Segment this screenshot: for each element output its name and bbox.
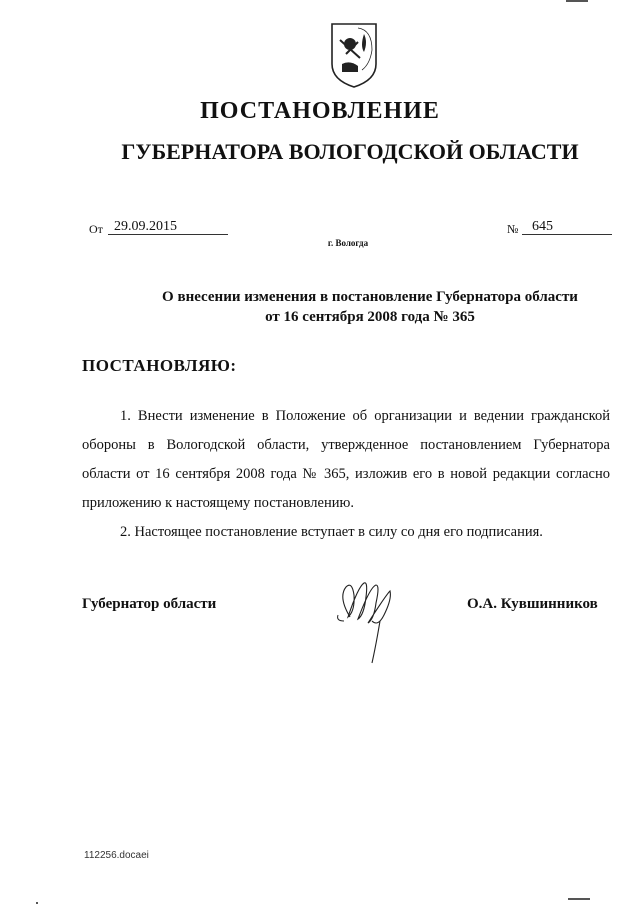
handwritten-signature-icon — [328, 575, 408, 675]
document-title: ПОСТАНОВЛЕНИЕ — [200, 98, 440, 124]
body-paragraph-1: 1. Внести изменение в Положение об организации и ведении гражданской обороны в Вологодской области, утвержденное постановлением Губернатора области от 16 сентября 2008 года № 365, изложив его в новой редакции согласно приложению к настоящему постановлению. — [82, 408, 610, 511]
date-value: 29.09.2015 — [108, 220, 228, 235]
scan-mark-bottom-right — [568, 898, 590, 900]
document-reference: 112256.docaei — [84, 850, 149, 861]
signatory-name: О.А. Кувшинников — [467, 596, 598, 612]
number-label: № — [507, 222, 519, 236]
number-value: 645 — [522, 220, 612, 235]
scan-mark-top — [566, 0, 588, 2]
subject-line-2: от 16 сентября 2008 года № 365 — [265, 309, 475, 325]
body-paragraph-2: 2. Настоящее постановление вступает в силу со дня его подписания. — [120, 524, 543, 540]
document-body — [82, 402, 610, 547]
document-subject — [60, 287, 640, 327]
city-label: г. Вологда — [327, 238, 369, 248]
vologda-coat-of-arms-icon — [328, 20, 380, 90]
signatory-position: Губернатор области — [82, 596, 217, 612]
scan-mark-bottom-left — [36, 902, 38, 904]
subject-line-1: О внесении изменения в постановление Губернатора области — [162, 289, 578, 305]
decree-heading: ПОСТАНОВЛЯЮ: — [82, 356, 237, 375]
date-label: От — [89, 222, 103, 236]
issuer-title: ГУБЕРНАТОРА ВОЛОГОДСКОЙ ОБЛАСТИ — [121, 139, 579, 164]
